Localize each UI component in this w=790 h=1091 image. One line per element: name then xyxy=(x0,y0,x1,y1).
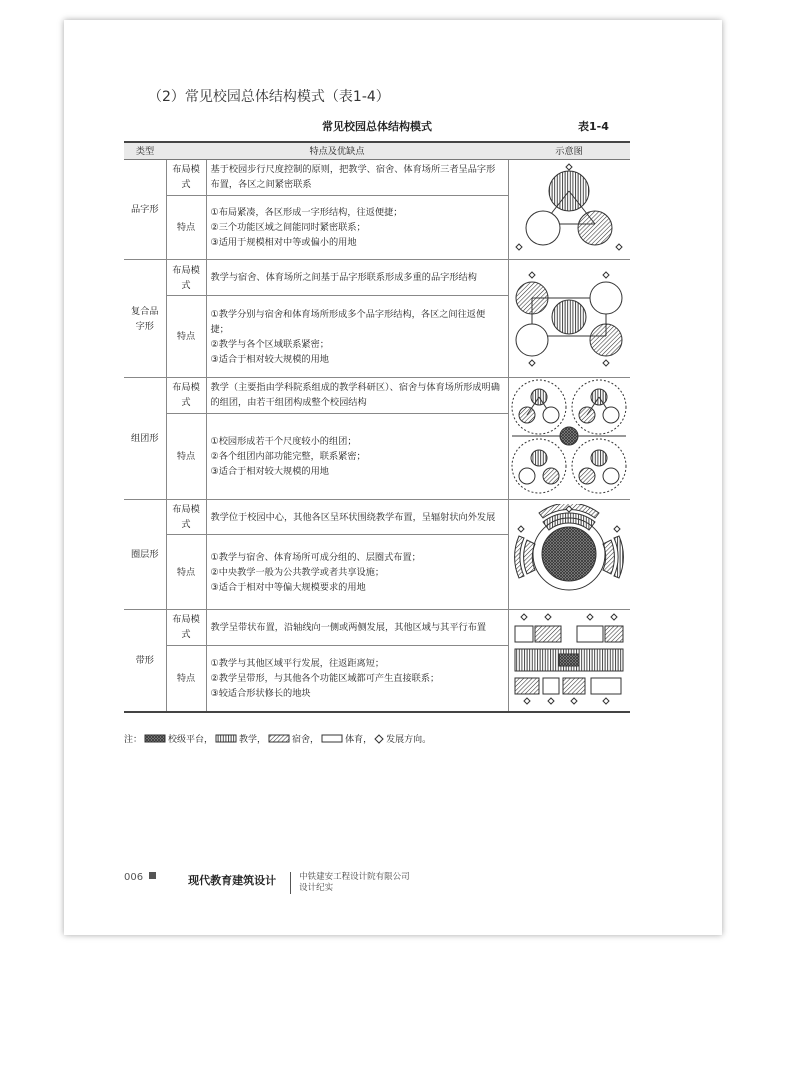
legend-label: 体育， xyxy=(345,735,373,745)
table-row xyxy=(124,610,630,646)
campus-structure-table xyxy=(124,141,630,713)
document-page xyxy=(64,20,722,935)
cross-hatch-swatch-icon xyxy=(144,734,166,743)
layout-text: 教学（主要指由学科院系组成的教学科研区）、宿舍与体育场所形成明确的组团，由若干组团构成整个校园结构 xyxy=(206,378,508,414)
vertical-lines-swatch-icon xyxy=(215,734,237,743)
header-type: 类型 xyxy=(124,142,166,160)
feature-label: 特点 xyxy=(166,645,206,712)
page-number: 006 xyxy=(124,872,144,883)
layout-label: 布局模式 xyxy=(166,260,206,296)
table-title: 常见校园总体结构模式 xyxy=(322,120,432,133)
feature-label: 特点 xyxy=(166,535,206,610)
feature-list xyxy=(206,413,508,499)
feature-list xyxy=(206,535,508,610)
blank-swatch-icon xyxy=(321,734,343,743)
feature-item: ③适用于规模相对中等或偏小的用地 xyxy=(210,236,357,248)
feature-item: ③适合于相对较大规模的用地 xyxy=(210,353,329,365)
feature-item: ②中央教学一般为公共教学或者共享设施； xyxy=(210,566,385,578)
feature-list xyxy=(206,645,508,712)
feature-item: ③较适合形状修长的地块 xyxy=(210,687,311,699)
table-row xyxy=(124,378,630,414)
layout-label: 布局模式 xyxy=(166,160,206,196)
legend-label: 宿舍， xyxy=(292,735,320,745)
section-heading: （2）常见校园总体结构模式（表1-4） xyxy=(148,89,390,105)
layout-label: 布局模式 xyxy=(166,500,206,535)
table-row xyxy=(124,160,630,196)
header-diagram: 示意图 xyxy=(508,142,630,160)
feature-list xyxy=(206,195,508,259)
header-features: 特点及优缺点 xyxy=(166,142,508,160)
feature-label: 特点 xyxy=(166,195,206,259)
feature-label: 特点 xyxy=(166,413,206,499)
page-footer xyxy=(124,872,410,894)
book-title: 现代教育建筑设计 xyxy=(188,874,277,887)
row-type: 品字形 xyxy=(124,160,166,260)
publisher-line: 设计纪实 xyxy=(299,883,334,893)
feature-item: ①教学与其他区域平行发展，往返距离短； xyxy=(210,657,385,669)
legend-label: 发展方向。 xyxy=(386,735,432,745)
direction-arrow-icon xyxy=(374,734,384,744)
table-row xyxy=(124,500,630,535)
ring-layer-diagram-icon xyxy=(513,504,625,600)
table-row xyxy=(124,260,630,296)
layout-text: 教学呈带状布置，沿轴线向一侧或两侧发展，其他区域与其平行布置 xyxy=(206,610,508,646)
diagram-cell xyxy=(508,610,630,713)
table-header-row xyxy=(124,142,630,160)
pin-shape-diagram-icon xyxy=(510,160,628,254)
diagram-cell xyxy=(508,160,630,260)
feature-item: ③适合于相对较大规模的用地 xyxy=(210,465,329,477)
feature-label: 特点 xyxy=(166,296,206,378)
feature-item: ③适合于相对中等偏大规模要求的用地 xyxy=(210,581,366,593)
layout-text: 教学位于校园中心，其他各区呈环状围绕教学布置，呈辐射状向外发展 xyxy=(206,500,508,535)
row-type: 组团形 xyxy=(124,378,166,500)
cluster-diagram-icon xyxy=(509,378,629,494)
compound-pin-shape-diagram-icon xyxy=(510,260,628,372)
diagram-cell xyxy=(508,500,630,610)
feature-item: ②教学与各个区域联系紧密； xyxy=(210,338,329,350)
legend-label: 校级平台， xyxy=(168,735,214,745)
diagonal-lines-swatch-icon xyxy=(268,734,290,743)
footer-square-icon xyxy=(149,872,156,879)
feature-item: ①校园形成若干个尺度较小的组团； xyxy=(210,435,357,447)
footer-divider xyxy=(290,872,291,894)
diagram-cell xyxy=(508,260,630,378)
row-type: 圈层形 xyxy=(124,500,166,610)
feature-item: ①教学与宿舍、体育场所可成分组的、层圈式布置； xyxy=(210,551,421,563)
layout-text: 教学与宿舍、体育场所之间基于品字形联系形成多重的品字形结构 xyxy=(206,260,508,296)
publisher-info xyxy=(299,872,410,894)
layout-label: 布局模式 xyxy=(166,378,206,414)
feature-item: ②教学呈带形，与其他各个功能区域都可产生直接联系； xyxy=(210,672,440,684)
feature-item: ②各个组团内部功能完整，联系紧密； xyxy=(210,450,366,462)
row-type: 带形 xyxy=(124,610,166,713)
belt-diagram-icon xyxy=(511,610,627,706)
feature-list xyxy=(206,296,508,378)
feature-item: ①布局紧凑，各区形成一字形结构，往返便捷； xyxy=(210,206,403,218)
table-number: 表1-4 xyxy=(578,120,609,133)
layout-label: 布局模式 xyxy=(166,610,206,646)
layout-text: 基于校园步行尺度控制的原则，把教学、宿舍、体育场所三者呈品字形布置，各区之间紧密联系 xyxy=(206,160,508,196)
feature-item: ②三个功能区域之间能同时紧密联系； xyxy=(210,221,366,233)
diagram-cell xyxy=(508,378,630,500)
feature-item: ①教学分别与宿舍和体育场所形成多个品字形结构，各区之间往返便捷； xyxy=(210,308,486,335)
publisher-line: 中铁建安工程设计院有限公司 xyxy=(299,872,410,882)
legend-label: 教学， xyxy=(239,735,267,745)
row-type: 复合品字形 xyxy=(124,260,166,378)
note-prefix: 注： xyxy=(124,735,143,745)
table-legend-note xyxy=(124,732,431,745)
